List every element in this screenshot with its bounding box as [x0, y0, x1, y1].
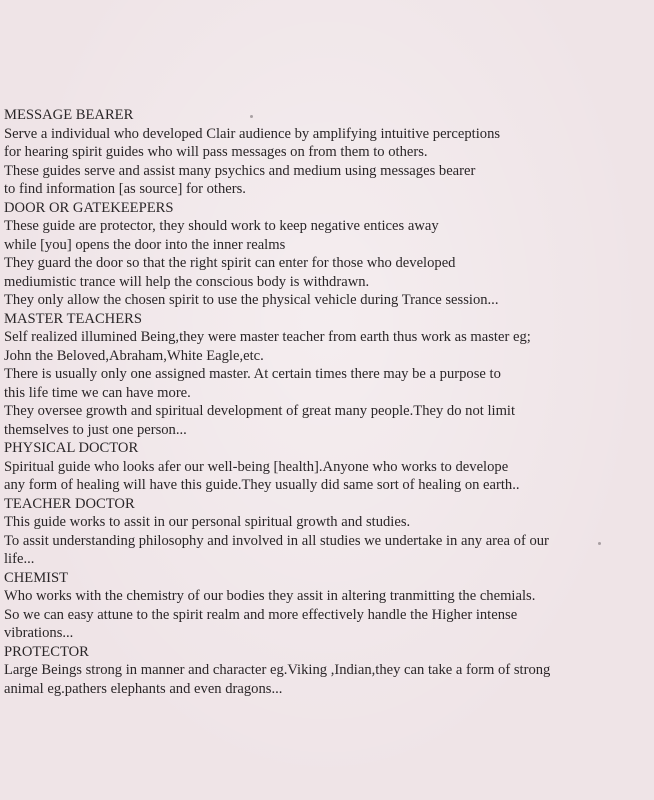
body-text-line: This guide works to assit in our personal spiritual growth and studies.	[4, 514, 411, 530]
body-text-line: Who works with the chemistry of our bodies they assit in altering tranmitting the chemials.	[4, 588, 536, 604]
document-body	[4, 106, 652, 698]
body-text-line: John the Beloved,Abraham,White Eagle,etc.	[4, 347, 264, 364]
body-text-line: animal eg.pathers elephants and even dragons...	[4, 680, 283, 697]
body-text-line: These guides serve and assist many psychics and medium using messages bearer	[4, 162, 476, 179]
body-text-line: Large Beings strong in manner and character eg.Viking ,Indian,they can take a form of strong	[4, 662, 551, 678]
body-text-line: any form of healing will have this guide.They usually did same sort of healing on earth..	[4, 477, 520, 493]
body-text-line: Serve a individual who developed Clair audience by amplifying intuitive perceptions	[4, 125, 501, 142]
body-text-line: They guard the door so that the right spirit can enter for those who developed	[4, 255, 456, 271]
guide-section	[4, 199, 652, 310]
body-text-line: Self realized illumined Being,they were master teacher from earth thus work as master eg;	[4, 329, 531, 345]
section-heading: PHYSICAL DOCTOR	[4, 440, 139, 456]
guide-section	[4, 643, 652, 699]
body-text-line: this life time we can have more.	[4, 384, 191, 401]
body-text-line: These guide are protector, they should work to keep negative entices away	[4, 218, 439, 234]
body-text-line: They oversee growth and spiritual development of great many people.They do not limit	[4, 403, 516, 419]
body-text-line: They only allow the chosen spirit to use the physical vehicle during Trance session...	[4, 292, 499, 308]
section-heading: PROTECTOR	[4, 643, 89, 660]
body-text-line: To assit understanding philosophy and involved in all studies we undertake in any area of our	[4, 532, 549, 549]
guide-section	[4, 439, 652, 495]
section-heading: DOOR OR GATEKEEPERS	[4, 199, 174, 216]
guide-section	[4, 310, 652, 440]
body-text-line: for hearing spirit guides who will pass messages on from them to others.	[4, 144, 428, 160]
body-text-line: Spiritual guide who looks afer our well-being [health].Anyone who works to develope	[4, 458, 509, 475]
body-text-line: There is usually only one assigned master. At certain times there may be a purpose to	[4, 366, 501, 382]
body-text-line: life...	[4, 551, 35, 567]
body-text-line: to find information [as source] for others.	[4, 181, 246, 197]
guide-section	[4, 569, 652, 643]
section-heading: TEACHER DOCTOR	[4, 495, 135, 512]
guide-section	[4, 106, 652, 199]
body-text-line: themselves to just one person...	[4, 421, 187, 438]
body-text-line: So we can easy attune to the spirit realm and more effectively handle the Higher intense	[4, 606, 518, 623]
body-text-line: vibrations...	[4, 625, 74, 641]
body-text-line: while [you] opens the door into the inner realms	[4, 236, 286, 253]
body-text-line: mediumistic trance will help the conscious body is withdrawn.	[4, 273, 370, 290]
section-heading: MASTER TEACHERS	[4, 310, 142, 327]
section-heading: MESSAGE BEARER	[4, 107, 134, 123]
section-heading: CHEMIST	[4, 569, 69, 586]
guide-section	[4, 495, 652, 569]
